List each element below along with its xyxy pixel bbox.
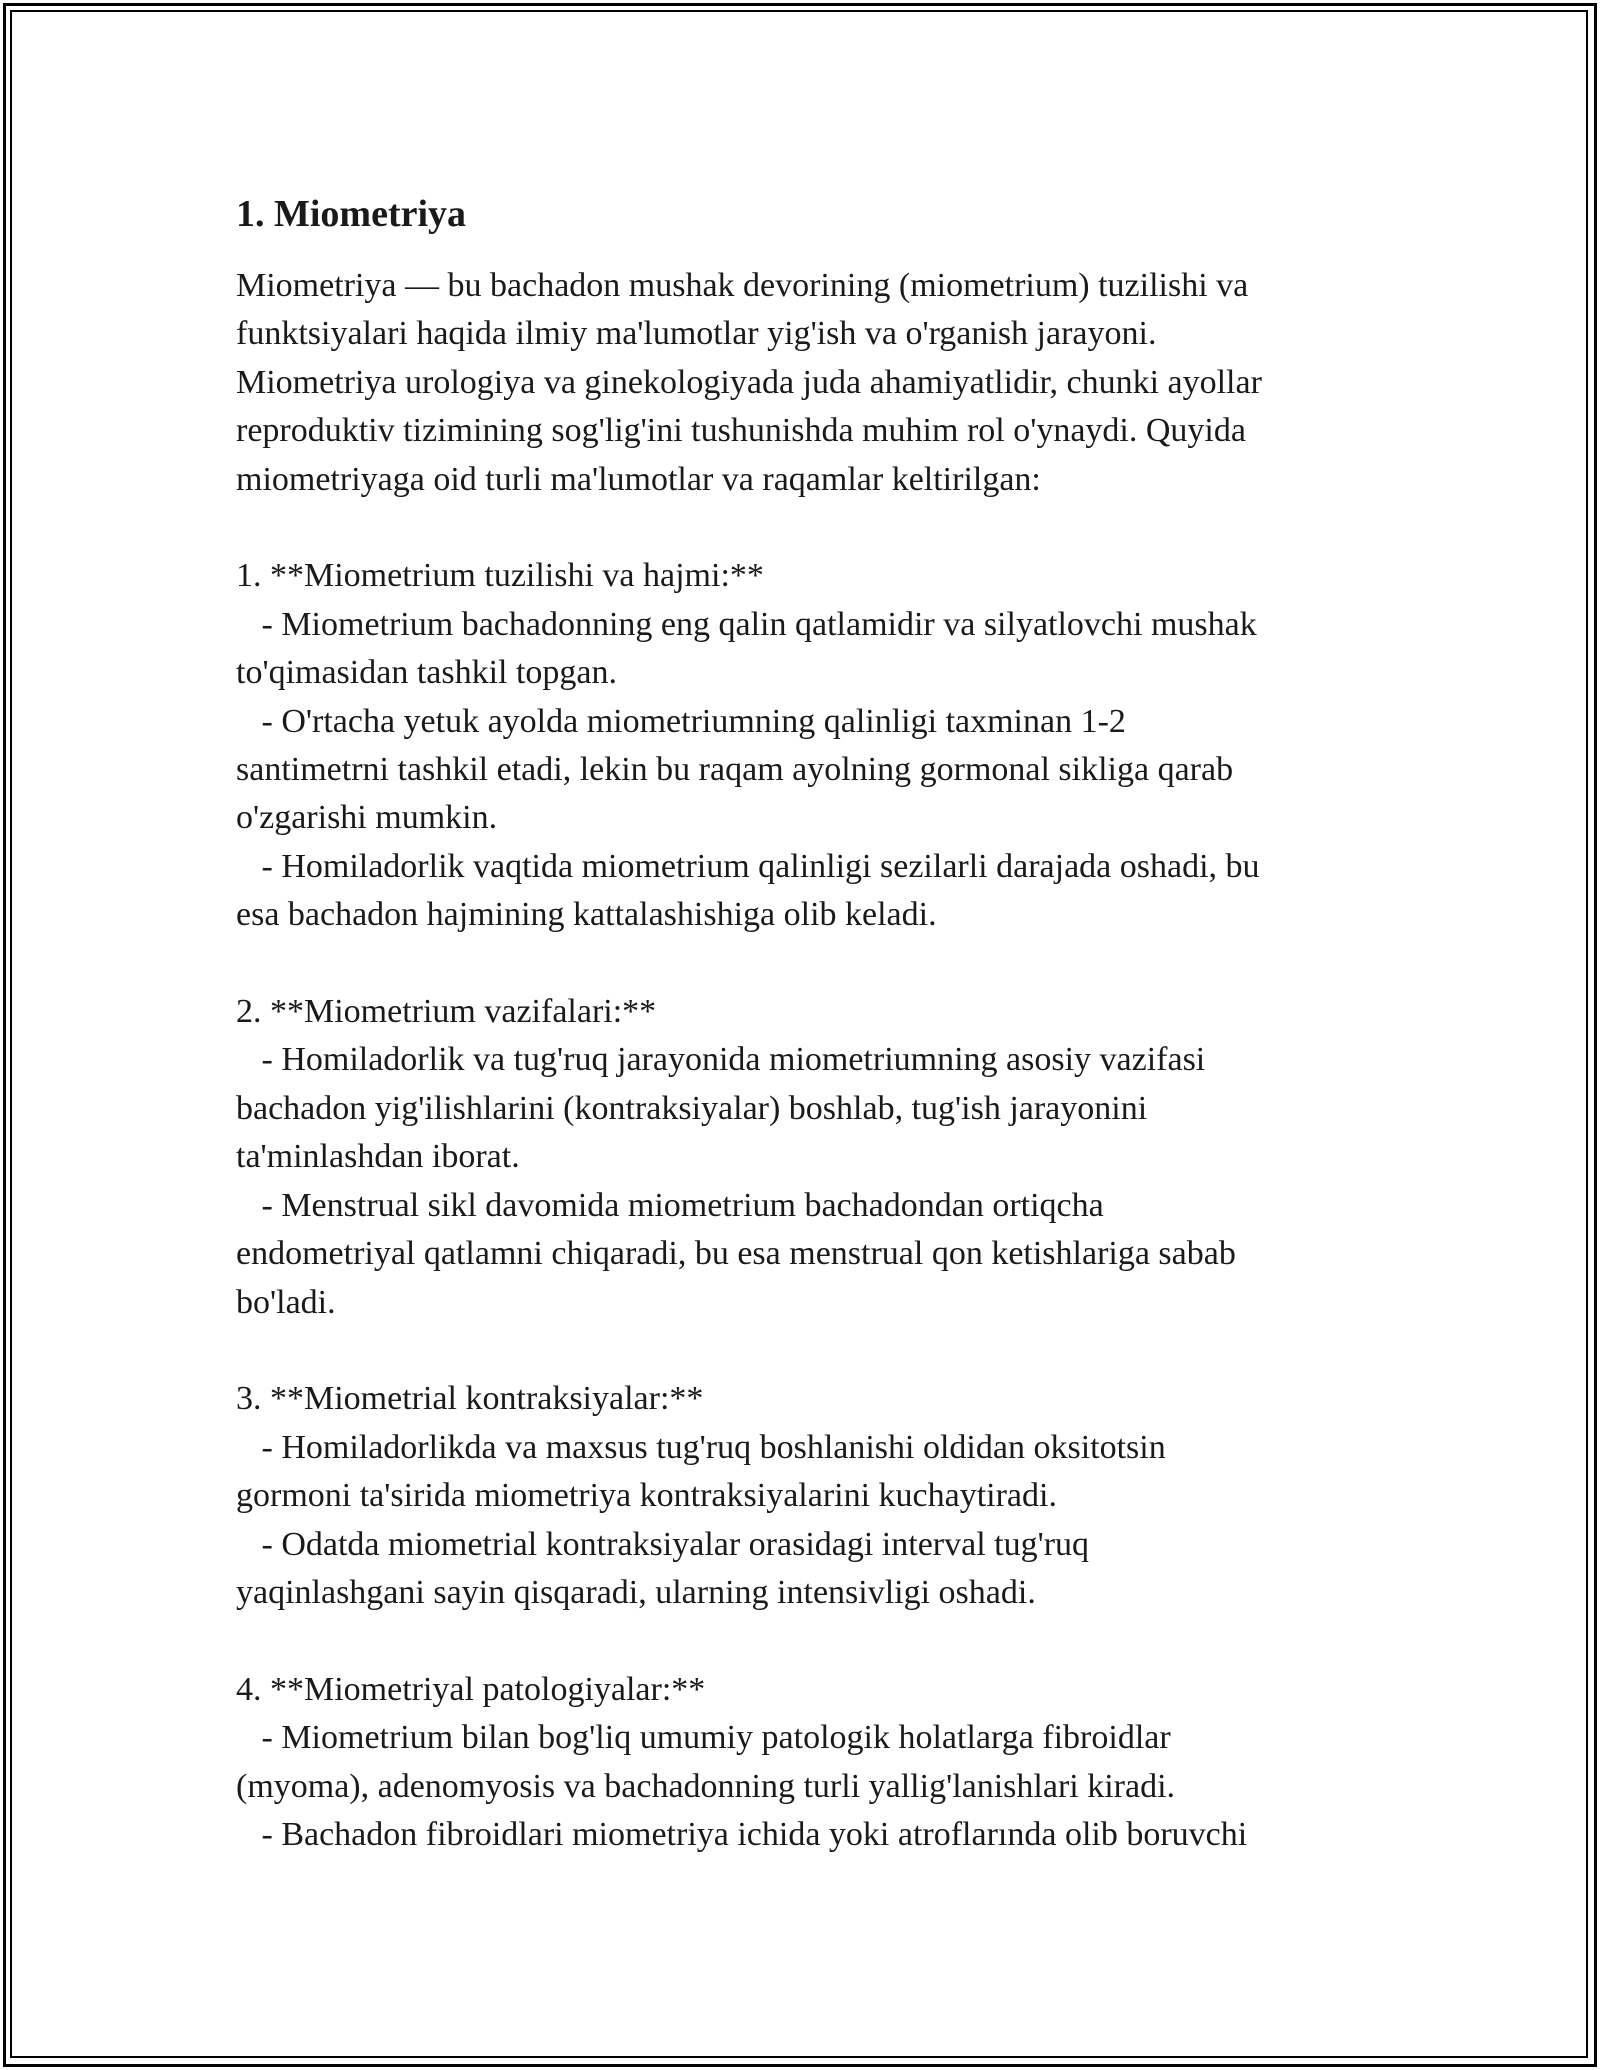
intro-line: funktsiyalari haqida ilmiy ma'lumotlar yig'ish va o'rganish jarayoni. [236,315,1157,353]
section-line: - O'rtacha yetuk ayolda miometriumning qalinligi taxminan 1-2 [236,702,1126,740]
section-line: endometriyal qatlamni chiqaradi, bu esa menstrual qon ketishlariga sabab [236,1235,1236,1273]
paragraph-gap [236,1327,1386,1375]
section-line: bachadon yig'ilishlarini (kontraksiyalar) boshlab, tug'ish jarayonini [236,1089,1148,1127]
section-2 [236,988,1386,1327]
section-line: - Homiladorlikda va maxsus tug'ruq boshlanishi oldidan oksitotsin [236,1428,1166,1466]
section-heading: 3. **Miometrial kontraksiyalar:** [236,1380,704,1418]
intro-paragraph [236,262,1386,504]
section-line: - Odatda miometrial kontraksiyalar orasidagi interval tug'ruq [236,1525,1090,1563]
section-line: o'zgarishi mumkin. [236,799,498,837]
section-4 [236,1666,1386,1860]
section-line: - Bachadon fibroidlari miometriya ichida yoki atroflarında olib boruvchi [236,1815,1248,1853]
paragraph-gap [236,504,1386,552]
intro-line: Miometriya — bu bachadon mushak devorining (miometrium) tuzilishi va [236,267,1249,304]
section-line: - Homiladorlik va tug'ruq jarayonida miometriumning asosiy vazifasi [236,1041,1206,1079]
section-line: (myoma), adenomyosis va bachadonning turli yallig'lanishlari kiradi. [236,1767,1176,1805]
section-line: - Homiladorlik vaqtida miometrium qalinligi sezilarli darajada oshadi, bu [236,847,1260,885]
paragraph-gap [236,940,1386,988]
section-heading: 4. **Miometriyal patologiyalar:** [236,1670,706,1708]
section-line: - Miometrium bachadonning eng qalin qatlamidir va silyatlovchi mushak [236,605,1257,643]
section-line: to'qimasidan tashkil topgan. [236,654,618,692]
intro-line: reproduktiv tizimining sog'lig'ini tushunishda muhim rol o'ynaydi. Quyida [236,412,1246,450]
section-heading: 2. **Miometrium vazifalari:** [236,993,657,1031]
section-line: bo'ladi. [236,1283,336,1321]
section-line: gormoni ta'sirida miometriya kontraksiyalarini kuchaytiradi. [236,1477,1057,1515]
section-line: yaqinlashgani sayin qisqaradi, ularning intensivligi oshadi. [236,1573,1036,1611]
intro-line: Miometriya urologiya va ginekologiyada juda ahamiyatlidir, chunki ayollar [236,363,1262,401]
section-1 [236,552,1386,939]
section-line: esa bachadon hajmining kattalashishiga olib keladi. [236,896,937,934]
section-line: ta'minlashdan iborat. [236,1138,520,1176]
document-body [236,188,1386,1859]
intro-line: miometriyaga oid turli ma'lumotlar va raqamlar keltirilgan: [236,460,1041,498]
document-title: 1. Miometriya [236,193,467,235]
section-3 [236,1375,1386,1617]
section-line: - Menstrual sikl davomida miometrium bachadondan ortiqcha [236,1186,1104,1224]
section-heading: 1. **Miometrium tuzilishi va hajmi:** [236,557,764,595]
section-line: - Miometrium bilan bog'liq umumiy patologik holatlarga fibroidlar [236,1719,1171,1757]
section-line: santimetrni tashkil etadi, lekin bu raqam ayolning gormonal sikliga qarab [236,751,1234,789]
paragraph-gap [236,1617,1386,1665]
